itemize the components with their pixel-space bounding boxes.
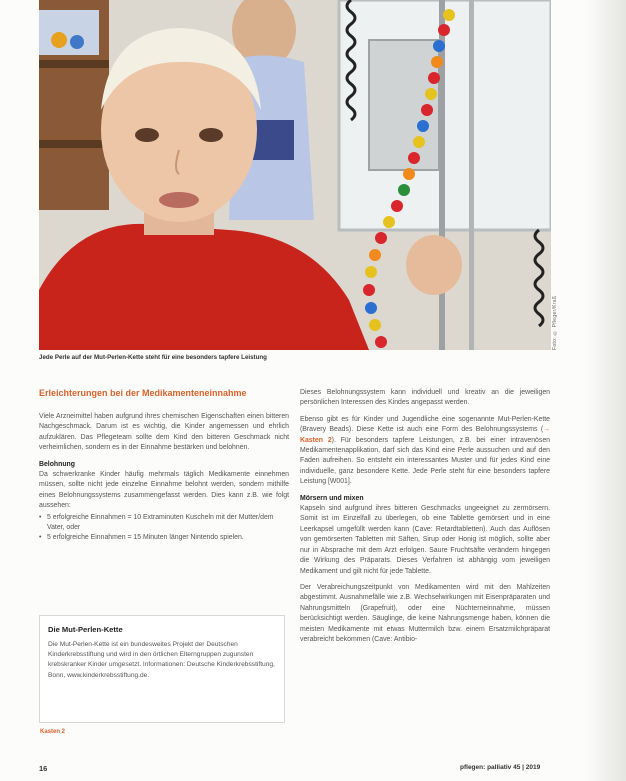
list-item: • 5 erfolgreiche Einnahmen = 10 Extraminuten Kuscheln mit der Mutter/dem Vater, oder — [39, 513, 289, 534]
photo-caption: Jede Perle auf der Mut-Perlen-Kette steht für eine besonders tapfere Leistung — [39, 354, 267, 361]
child-photo — [39, 0, 551, 350]
subhead-moersern: Mörsern und mixen — [300, 494, 364, 502]
right-paragraph-3: Kapseln sind aufgrund ihres bitteren Geschmacks ungeeignet zu zermörsern. Somit ist im Einzelfall zu überlegen, ob eine Tablette gemörsert und in eine Leerkapsel umgefüllt werden kann (Cave: Retardtabletten). Auch das Auflösen von gemörserten Tabletten mit Säften, Sirup oder Honig ist möglich, sollte aber nur in Absprache mit dem Arzt erfolgen. Saure Fruchtsäfte verändern hingegen die Wirkung des Präparats. Dieses Verfahren ist abhängig vom jeweiligen Medikament und gilt nicht für jede Tablette. — [300, 505, 550, 575]
box-reference: → Kasten 2 — [300, 426, 550, 444]
reward-paragraph: Da schwerkranke Kinder häufig mehrmals täglich Medikamente einnehmen müssen, sollte nicht jede einzelne Einnahme belohnt werden, sondern mithilfe eines Belohnungssystems zusammengefasst werden. Dies kann z.B. wie folgt aussehen: — [39, 471, 289, 510]
photo-illustration — [39, 0, 551, 350]
info-box — [39, 615, 285, 723]
right-paragraph-2 — [300, 415, 550, 488]
list-item: • 5 erfolgreiche Einnahmen = 15 Minuten länger Nintendo spielen. — [39, 533, 289, 543]
left-column — [39, 388, 289, 544]
intro-paragraph: Viele Arzneimittel haben aufgrund ihres chemischen Eigenschaften einen bitteren Nachgeschmack. Darum ist es wichtig, die Kinder angemessen und ehrlich aufzuklären. Das Pflegeteam sollte dem Kind den bitteren Geschmack nicht verheimlichen, sondern es in der Einnahme bestärken und belohnen. — [39, 413, 289, 452]
box-text: Die Mut-Perlen-Kette ist ein bundesweites Projekt der Deutschen Kinderkrebsstiftung und wird in den örtlichen Elterngruppen zugunsten krebskranker Kinder umgesetzt. Informationen: Deutsche Kinderkrebsstiftung, Bonn, www.kinderkrebsstiftung.de. — [48, 641, 275, 679]
right-paragraph-4: Der Verabreichungszeitpunkt von Medikamenten wird mit den Mahlzeiten abgestimmt. Ausnahmefälle wie z.B. Wechselwirkungen mit Eisenpräparaten und Nahrungsmitteln (Grapefruit), oder eine Nüchterneinnahme, müssen berücksichtigt werden. Säuglinge, die keine Nahrungsmenge haben, können die meisten Medikamente mit etwas Muttermilch bzw. einem Ersatzmilchpräparat verabreicht bekommen (Cave: Antibio- — [300, 583, 550, 643]
right-paragraph-1: Dieses Belohnungssystem kann individuell und kreativ an die jeweiligen persönlichen Interessen des Kindes angepasst werden. — [300, 389, 550, 407]
reward-list — [39, 513, 289, 544]
page-number: 16 — [39, 764, 48, 773]
page-edge-shadow — [586, 0, 626, 781]
box-title: Die Mut-Perlen-Kette — [48, 625, 123, 634]
subhead-belohnung: Belohnung — [39, 460, 75, 468]
text-span: ). Für besonders tapfere Leistungen, z.B. bei einer intravenösen Medikamentenapplikation, darf sich das Kind eine Perle aussuchen und auf den Faden aufreihen. So entsteht ein interessantes Muster und für jedes Kind eine individuelle, ganz besondere Kette. Jede Perle steht für eine besonders tapfere Leistung [W001]. — [300, 436, 550, 486]
right-column — [300, 388, 550, 651]
section-title: Erleichterungen bei der Medikamenteneinnahme — [39, 388, 247, 398]
journal-footer: pflegen: palliativ 45 | 2019 — [460, 764, 541, 771]
photo-credit: Foto: © Pfleger/Kraß — [552, 295, 558, 350]
text-span: Ebenso gibt es für Kinder und Jugendliche eine sogenannte Mut-Perlen-Kette (Bravery Beads). Diese Kette ist auch eine Form des Belohnungssystems ( — [300, 415, 550, 434]
box-label: Kasten 2 — [40, 729, 66, 735]
